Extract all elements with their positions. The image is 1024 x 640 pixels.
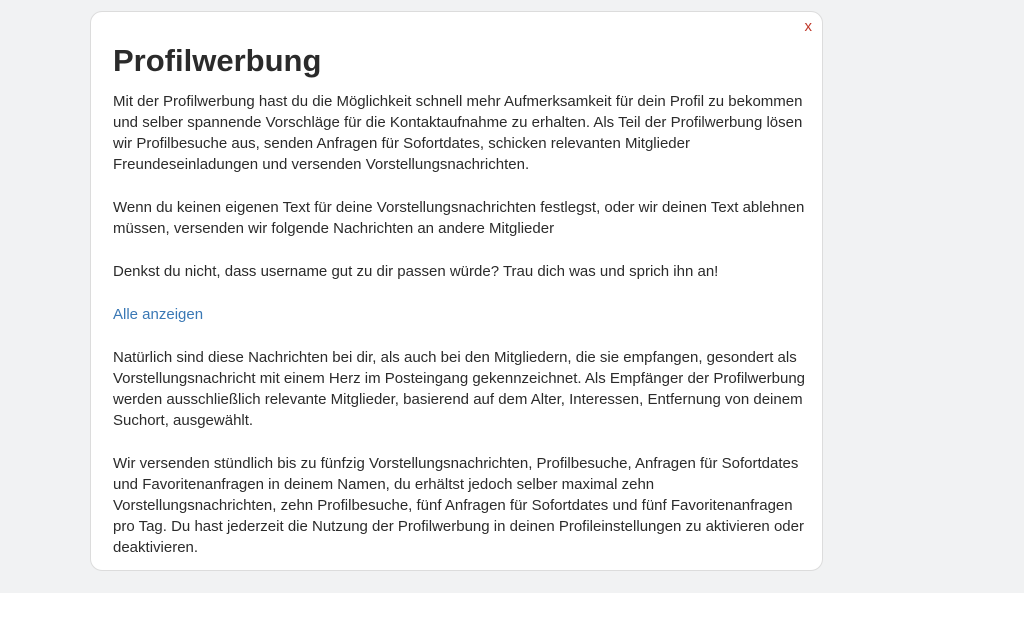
limits-paragraph: Wir versenden stündlich bis zu fünfzig Vorstellungsnachrichten, Profilbesuche, Anfragen für Sofortdates und Favoritenanfragen in deinem Namen, du erhältst jedoch selber maximal zehn Vorstellungsnachrichten, zehn Profilbesuche, fünf Anfragen für Sofortdates und fünf Favoritenanfragen pro Tag. Du hast jederzeit die Nutzung der Profilwerbung in deinen Profileinstellungen zu aktivieren oder deaktivieren. bbox=[113, 455, 804, 556]
dialog-title: Profilwerbung bbox=[113, 43, 322, 78]
default-text-paragraph: Wenn du keinen eigenen Text für deine Vorstellungsnachrichten festlegst, oder wir deinen Text ablehnen müssen, versenden wir folgende Nachrichten an andere Mitglieder bbox=[113, 199, 805, 237]
show-all-row bbox=[113, 304, 813, 325]
marking-paragraph: Natürlich sind diese Nachrichten bei dir, als auch bei den Mitgliedern, die sie empfangen, gesondert als Vorstellungsnachricht mit einem Herz im Posteingang gekennzeichnet. Als Empfänger der Profilwerbung werden ausschließlich relevante Mitglieder, basierend auf dem Alter, Interessen, Entfernung von deinem Suchort, ausgewählt. bbox=[113, 349, 806, 429]
close-button[interactable]: x bbox=[804, 18, 812, 35]
intro-paragraph: Mit der Profilwerbung hast du die Möglichkeit schnell mehr Aufmerksamkeit für dein Profil zu bekommen und selber spannende Vorschläge für die Kontaktaufnahme zu erhalten. Als Teil der Profilwerbung lösen wir Profilbesuche aus, senden Anfragen für Sofortdates, schicken relevanten Mitglieder Freundeseinladungen und versenden Vorstellungsnachrichten. bbox=[113, 93, 803, 173]
show-all-link[interactable]: Alle anzeigen bbox=[113, 306, 204, 323]
profilwerbung-dialog bbox=[90, 11, 823, 571]
sample-message-paragraph: Denkst du nicht, dass username gut zu dir passen würde? Trau dich was und sprich ihn an! bbox=[113, 263, 719, 280]
dialog-content bbox=[113, 91, 813, 580]
